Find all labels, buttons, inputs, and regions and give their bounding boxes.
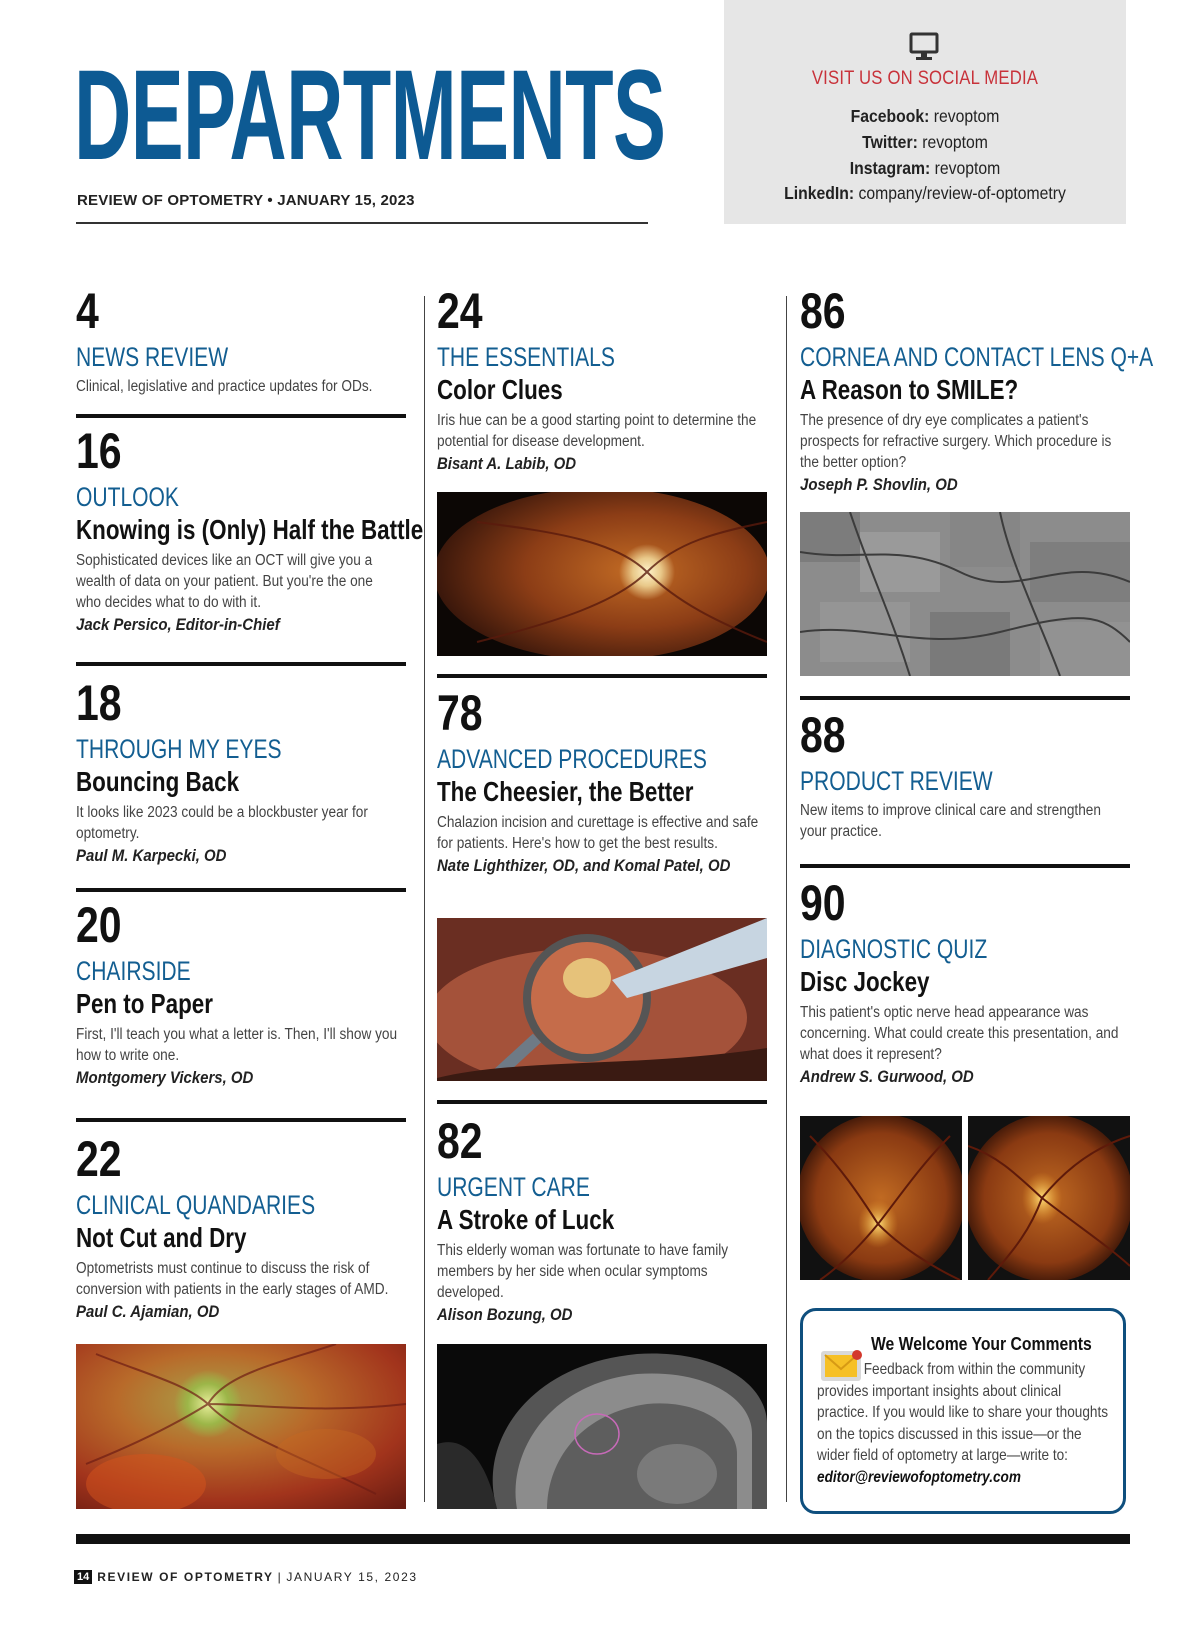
byline: Paul M. Karpecki, OD <box>76 846 227 865</box>
headline: The Cheesier, the Better <box>437 776 694 807</box>
toc-entry[interactable] <box>437 1114 767 1325</box>
entry-separator <box>76 888 406 892</box>
toc-entry[interactable] <box>76 1132 406 1322</box>
department-name: PRODUCT REVIEW <box>800 766 993 796</box>
toc-entry[interactable] <box>76 676 406 866</box>
entry-separator <box>437 674 767 678</box>
issue-subtitle: REVIEW OF OPTOMETRY • JANUARY 15, 2023 <box>77 192 415 209</box>
deck: This patient's optic nerve head appearance was concerning. What could create this presentation, and what does it represent? <box>800 1004 1119 1063</box>
toc-entry[interactable] <box>76 423 424 635</box>
toc-entry[interactable] <box>800 708 1130 842</box>
department-name: THE ESSENTIALS <box>437 342 615 372</box>
footer-publication: REVIEW OF OPTOMETRY <box>97 1570 274 1584</box>
department-name: NEWS REVIEW <box>76 342 229 372</box>
optic-disc-photo-right <box>968 1116 1130 1280</box>
comments-callout <box>800 1308 1126 1514</box>
byline: Joseph P. Shovlin, OD <box>800 475 958 494</box>
department-name: CLINICAL QUANDARIES <box>76 1190 316 1220</box>
deck: First, I'll teach you what a letter is. Then, I'll show you how to write one. <box>76 1026 398 1064</box>
byline: Paul C. Ajamian, OD <box>76 1302 220 1321</box>
byline: Jack Persico, Editor-in-Chief <box>76 615 280 634</box>
page-number: 4 <box>76 283 99 339</box>
folio: 14 <box>74 1570 92 1584</box>
deck: Optometrists must continue to discuss the risk of conversion with patients in the early stages of AMD. <box>76 1260 389 1298</box>
footer-bar <box>76 1534 1130 1544</box>
monitor-icon <box>908 32 940 62</box>
toc-entry[interactable] <box>800 876 1130 1087</box>
page-number: 16 <box>76 423 122 479</box>
social-media-box <box>724 0 1126 224</box>
byline: Andrew S. Gurwood, OD <box>800 1067 974 1086</box>
page-number: 22 <box>76 1131 122 1187</box>
corneal-nerve-mosaic-image <box>800 512 1130 676</box>
toc-entry[interactable] <box>437 686 767 876</box>
column-rule <box>786 296 787 1502</box>
toc-entry[interactable] <box>76 898 406 1088</box>
headline: A Stroke of Luck <box>437 1204 615 1235</box>
headline: Color Clues <box>437 374 563 405</box>
chalazion-procedure-photo <box>437 918 767 1081</box>
deck: It looks like 2023 could be a blockbuster year for optometry. <box>76 804 368 842</box>
deck: Clinical, legislative and practice updates for ODs. <box>76 378 373 395</box>
brain-mri-image <box>437 1344 767 1509</box>
comments-title: We Welcome Your Comments <box>871 1333 1092 1354</box>
toc-entry[interactable] <box>800 283 1154 495</box>
iris-fundus-photo <box>437 492 767 656</box>
department-name: DIAGNOSTIC QUIZ <box>800 934 988 964</box>
byline: Alison Bozung, OD <box>437 1305 573 1324</box>
headline: Knowing is (Only) Half the Battle <box>76 514 424 545</box>
toc-entry[interactable] <box>437 284 767 474</box>
editor-email-link[interactable]: editor@reviewofoptometry.com <box>817 1468 1021 1486</box>
entry-separator <box>76 662 406 666</box>
department-name: OUTLOOK <box>76 482 179 512</box>
entry-separator <box>76 414 406 418</box>
byline: Montgomery Vickers, OD <box>76 1068 254 1087</box>
masthead-rule <box>76 222 648 224</box>
page-title: DEPARTMENTS <box>74 44 666 187</box>
deck: This elderly woman was fortunate to have family members by her side when ocular symptoms developed. <box>437 1242 729 1301</box>
byline: Nate Lighthizer, OD, and Komal Patel, OD <box>437 856 731 875</box>
deck: The presence of dry eye complicates a patient's prospects for refractive surgery. Which procedure is the better option? <box>800 412 1112 471</box>
deck: New items to improve clinical care and strengthen your practice. <box>800 802 1101 840</box>
toc-entry[interactable] <box>76 284 406 397</box>
department-name: CHAIRSIDE <box>76 956 191 986</box>
deck: Iris hue can be a good starting point to determine the potential for disease development. <box>437 412 757 450</box>
headline: Disc Jockey <box>800 966 930 997</box>
page-number: 78 <box>437 685 483 741</box>
department-name: URGENT CARE <box>437 1172 590 1202</box>
entry-separator <box>800 696 1130 700</box>
social-heading: VISIT US ON SOCIAL MEDIA <box>811 68 1039 89</box>
page-number: 82 <box>437 1113 483 1169</box>
page-number: 90 <box>800 875 846 931</box>
optic-disc-photo-left <box>800 1116 962 1280</box>
column-rule <box>424 296 425 1502</box>
headline: Bouncing Back <box>76 766 240 797</box>
headline: Pen to Paper <box>76 988 213 1019</box>
social-linkedin[interactable]: LinkedIn: company/review-of-optometry <box>784 183 1066 203</box>
deck: Sophisticated devices like an OCT will give you a wealth of data on your patient. But you're the one who decides what to do with it. <box>76 552 373 611</box>
page-number: 86 <box>800 283 846 339</box>
page-number: 88 <box>800 707 846 763</box>
department-name: CORNEA AND CONTACT LENS Q+A <box>800 342 1154 372</box>
comments-body: Feedback from within the community provides important insights about clinical practice. If you would like to share your thoughts on the topics discussed in this issue—or the wider field of optometry at large—write to: editor@reviewofoptometry.com <box>817 1361 1109 1486</box>
entry-separator <box>800 864 1130 868</box>
department-name: ADVANCED PROCEDURES <box>437 744 707 774</box>
entry-separator <box>76 1118 406 1122</box>
footer-date: JANUARY 15, 2023 <box>286 1570 418 1584</box>
page-number: 18 <box>76 675 122 731</box>
deck: Chalazion incision and curettage is effective and safe for patients. Here's how to get the best results. <box>437 814 759 852</box>
headline: Not Cut and Dry <box>76 1222 247 1253</box>
headline: A Reason to SMILE? <box>800 374 1019 405</box>
page-number: 24 <box>437 283 483 339</box>
page-footer <box>74 1570 418 1584</box>
social-facebook[interactable]: Facebook: revoptom <box>850 106 1000 126</box>
entry-separator <box>437 1100 767 1104</box>
social-twitter[interactable]: Twitter: revoptom <box>862 132 988 152</box>
footer-separator: | <box>277 1570 283 1584</box>
social-instagram[interactable]: Instagram: revoptom <box>849 158 1001 178</box>
page-number: 20 <box>76 897 122 953</box>
fundus-photo <box>76 1344 406 1509</box>
byline: Bisant A. Labib, OD <box>437 454 577 473</box>
department-name: THROUGH MY EYES <box>76 734 282 764</box>
